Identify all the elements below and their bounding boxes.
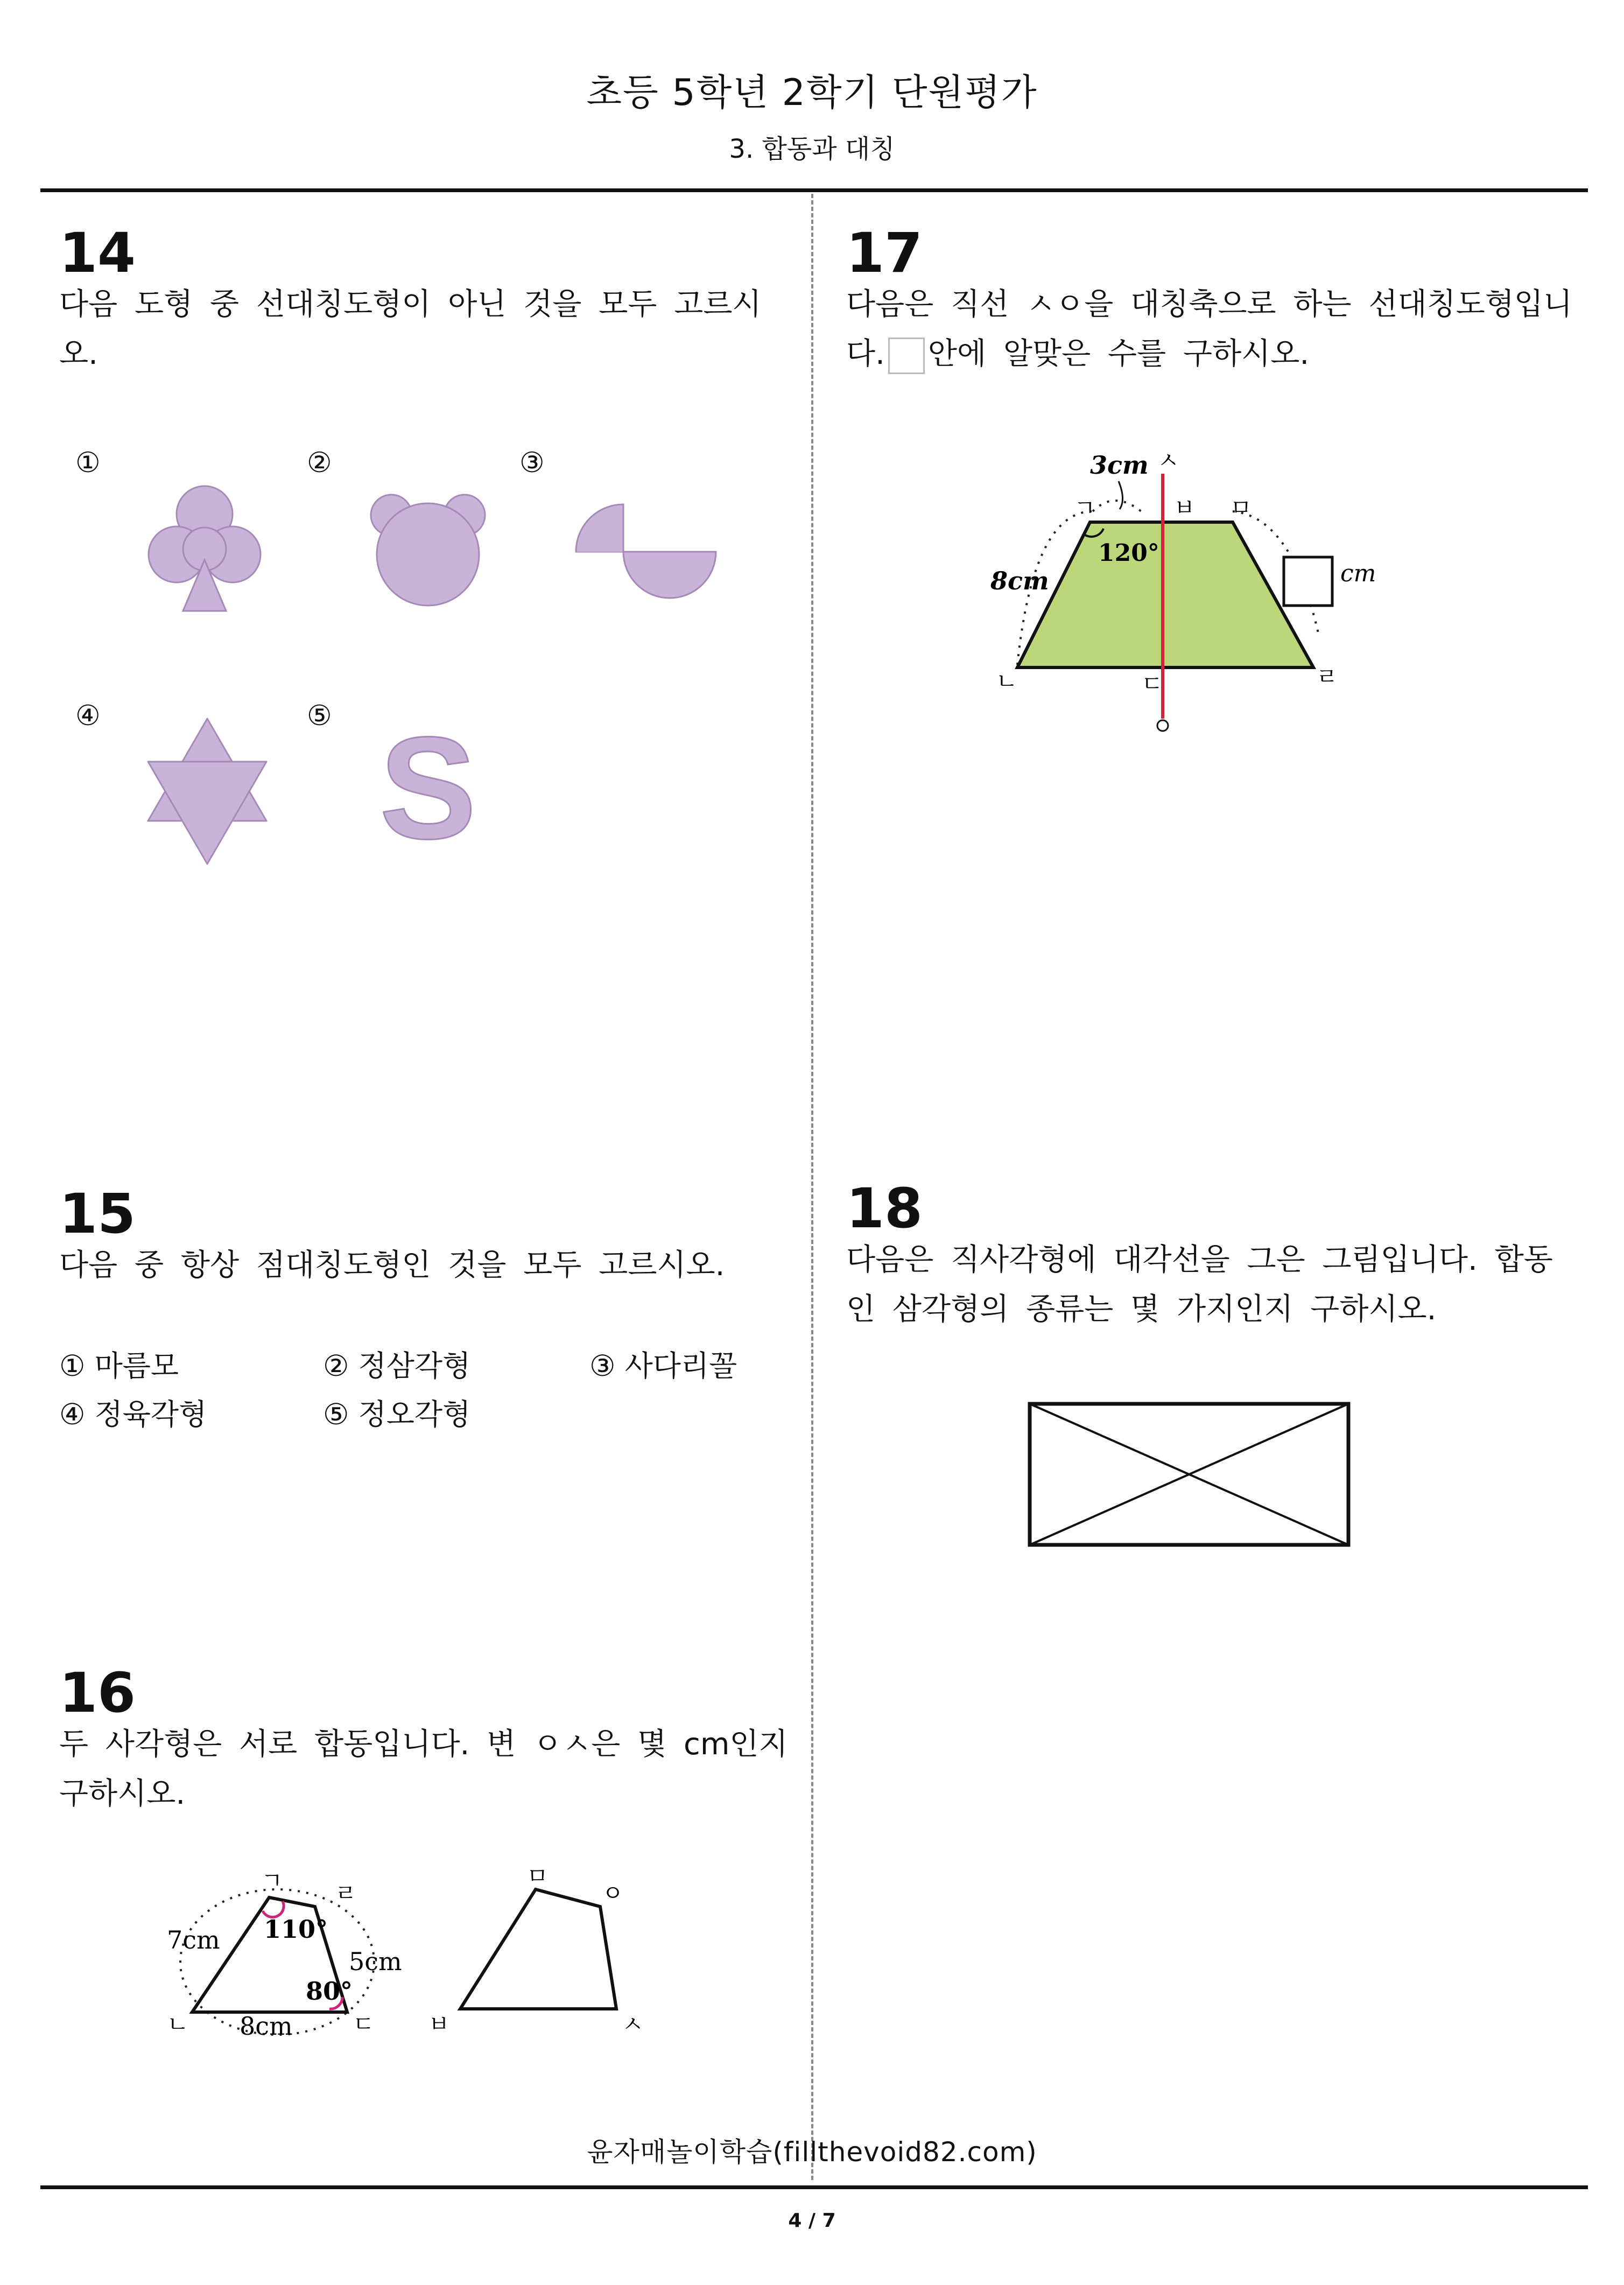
q17-symmetric-trapezoid [985,436,1426,737]
q14-option-1-label: ① [75,447,101,479]
q14-text-line2: 오. [59,336,98,371]
worksheet-title: 초등 5학년 2학기 단원평가 [586,72,1038,114]
q17-trapezoid [1017,522,1313,667]
q16-label-nieun: ㄴ [167,2011,189,2037]
q17-label-digeut: ㄷ [1141,671,1163,697]
q16-label-digeut: ㄷ [353,2011,375,2037]
q15-option-4: ④ 정육각형 [59,1397,207,1431]
q14-number: 14 [59,221,136,285]
q18-rectangle-with-diagonals [1025,1400,1354,1550]
q16-label-siot: ㅅ [622,2011,644,2037]
q17-axis-end-point [1157,720,1168,731]
q17-answer-box [1284,557,1332,606]
bear-face-shape [369,487,487,611]
q17-label-mieum: ㅁ [1230,495,1252,521]
q16-text-line1: 두 사각형은 서로 합동입니다. 변 ㅇㅅ은 몇 cm인지 [59,1727,788,1762]
q14-option-4-label: ④ [75,700,101,732]
q18-text-line2: 인 삼각형의 종류는 몇 가지인지 구하시오. [846,1292,1437,1327]
q17-inline-blank-box [888,338,925,374]
q17-side-length: 8cm [990,566,1049,595]
q16-angle-80: 80° [306,1977,353,2006]
q17-label-siot: ㅅ [1157,447,1179,474]
page-number: 4 / 7 [788,2210,836,2232]
q17-text-line2-pre: 다. [846,336,885,371]
q15-option-2: ② 정삼각형 [323,1349,471,1383]
club-shape [145,479,264,619]
q16-label-bieup: ㅂ [428,2011,450,2037]
q14-option-5-label: ⑤ [307,700,332,732]
q14-text-line1: 다음 도형 중 선대칭도형이 아닌 것을 모두 고르시 [59,287,762,322]
top-rule [40,188,1588,192]
column-divider [811,194,813,2180]
q16-side-5cm: 5cm [349,1947,402,1976]
q14-option-2-label: ② [307,447,332,479]
q17-angle: 120° [1098,539,1159,567]
q18-text-line1: 다음은 직사각형에 대각선을 그은 그림입니다. 합동 [846,1242,1553,1277]
q17-number: 17 [846,221,923,285]
q17-text-line1: 다음은 직선 ㅅㅇ을 대칭축으로 하는 선대칭도형입니 [846,287,1573,322]
q16-side-8cm: 8cm [240,2012,293,2040]
unit-subtitle: 3. 합동과 대칭 [729,134,895,164]
q16-label-ieung: ㅇ [602,1880,624,1907]
q18-number: 18 [846,1177,923,1241]
q17-label-giyeok: ㄱ [1074,495,1096,521]
q16-label-mieum: ㅁ [526,1868,549,1889]
q15-option-3: ③ 사다리꼴 [589,1349,737,1383]
q15-option-5: ⑤ 정오각형 [323,1397,471,1431]
q17-label-nieun: ㄴ [996,668,1018,694]
q17-label-rieul: ㄹ [1316,664,1338,690]
q17-text-line2-post: 안에 알맞은 수를 구하시오. [927,336,1310,371]
q17-unit: cm [1340,560,1376,587]
q16-side-7cm: 7cm [167,1925,220,1954]
star-of-david-shape [137,713,277,869]
letter-s-shape: S [379,707,477,869]
q15-text: 다음 중 항상 점대칭도형인 것을 모두 고르시오. [59,1248,725,1283]
footer-source: 윤자매놀이학습(fillthevoid82.com) [587,2136,1037,2168]
q16-label-rieul: ㄹ [335,1880,357,1907]
q14-option-3-label: ③ [519,447,545,479]
q17-text-line2 [846,329,1309,379]
q16-congruent-quadrilaterals [161,1868,667,2040]
q16-label-giyeok: ㄱ [261,1868,283,1894]
bottom-rule [40,2185,1588,2189]
q17-label-bieup: ㅂ [1173,495,1196,521]
half-circles-shape [573,498,724,606]
q16-number: 16 [59,1661,136,1725]
q16-angle-110: 110° [264,1915,328,1944]
q17-top-length: 3cm [1090,451,1149,480]
q16-text-line2: 구하시오. [59,1776,186,1811]
q16-quad-2 [460,1889,616,2009]
q15-number: 15 [59,1182,136,1246]
q15-option-1: ① 마름모 [59,1349,179,1383]
